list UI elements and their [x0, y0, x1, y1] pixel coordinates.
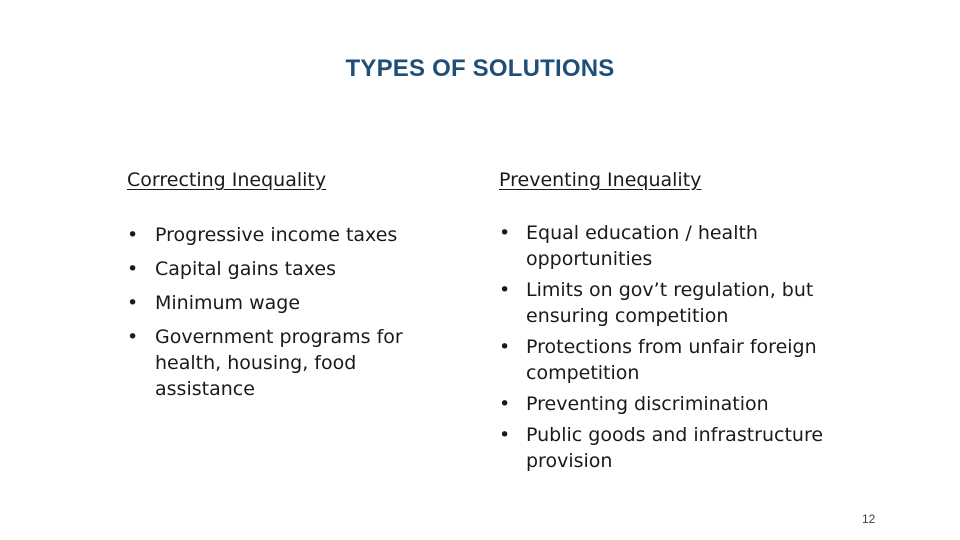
bullet-text: Capital gains taxes: [155, 258, 336, 280]
bullet-icon: •: [499, 393, 511, 415]
bullet-item: [499, 422, 859, 474]
correcting-bullet-list: [127, 222, 427, 402]
page-number: 12: [862, 512, 876, 526]
bullet-icon: •: [127, 224, 139, 246]
bullet-icon: •: [499, 336, 511, 358]
bullet-text: Limits on gov’t regulation, but ensuring competition: [526, 279, 814, 327]
correcting-inequality-column: [127, 168, 427, 410]
preventing-inequality-column: [499, 168, 859, 479]
column-heading-correcting: Correcting Inequality: [127, 169, 327, 191]
bullet-icon: •: [499, 222, 511, 244]
column-heading-preventing: Preventing Inequality: [499, 169, 702, 191]
bullet-text: Government programs for health, housing, food assistance: [155, 326, 403, 400]
bullet-icon: •: [499, 424, 511, 446]
bullet-item: [127, 256, 427, 282]
bullet-item: [499, 334, 859, 386]
bullet-icon: •: [499, 279, 511, 301]
bullet-icon: •: [127, 258, 139, 280]
bullet-item: [499, 391, 859, 417]
bullet-item: [127, 290, 427, 316]
bullet-text: Preventing discrimination: [526, 393, 769, 415]
bullet-item: [499, 277, 859, 329]
bullet-item: [127, 324, 427, 402]
bullet-text: Minimum wage: [155, 292, 301, 314]
preventing-bullet-list: [499, 220, 859, 474]
bullet-text: Progressive income taxes: [155, 224, 398, 246]
bullet-icon: •: [127, 292, 139, 314]
bullet-text: Equal education / health opportunities: [526, 222, 758, 270]
bullet-item: [127, 222, 427, 248]
bullet-text: Protections from unfair foreign competition: [526, 336, 817, 384]
bullet-text: Public goods and infrastructure provision: [526, 424, 824, 472]
slide-title: TYPES OF SOLUTIONS: [345, 55, 615, 82]
bullet-item: [499, 220, 859, 272]
bullet-icon: •: [127, 326, 139, 348]
